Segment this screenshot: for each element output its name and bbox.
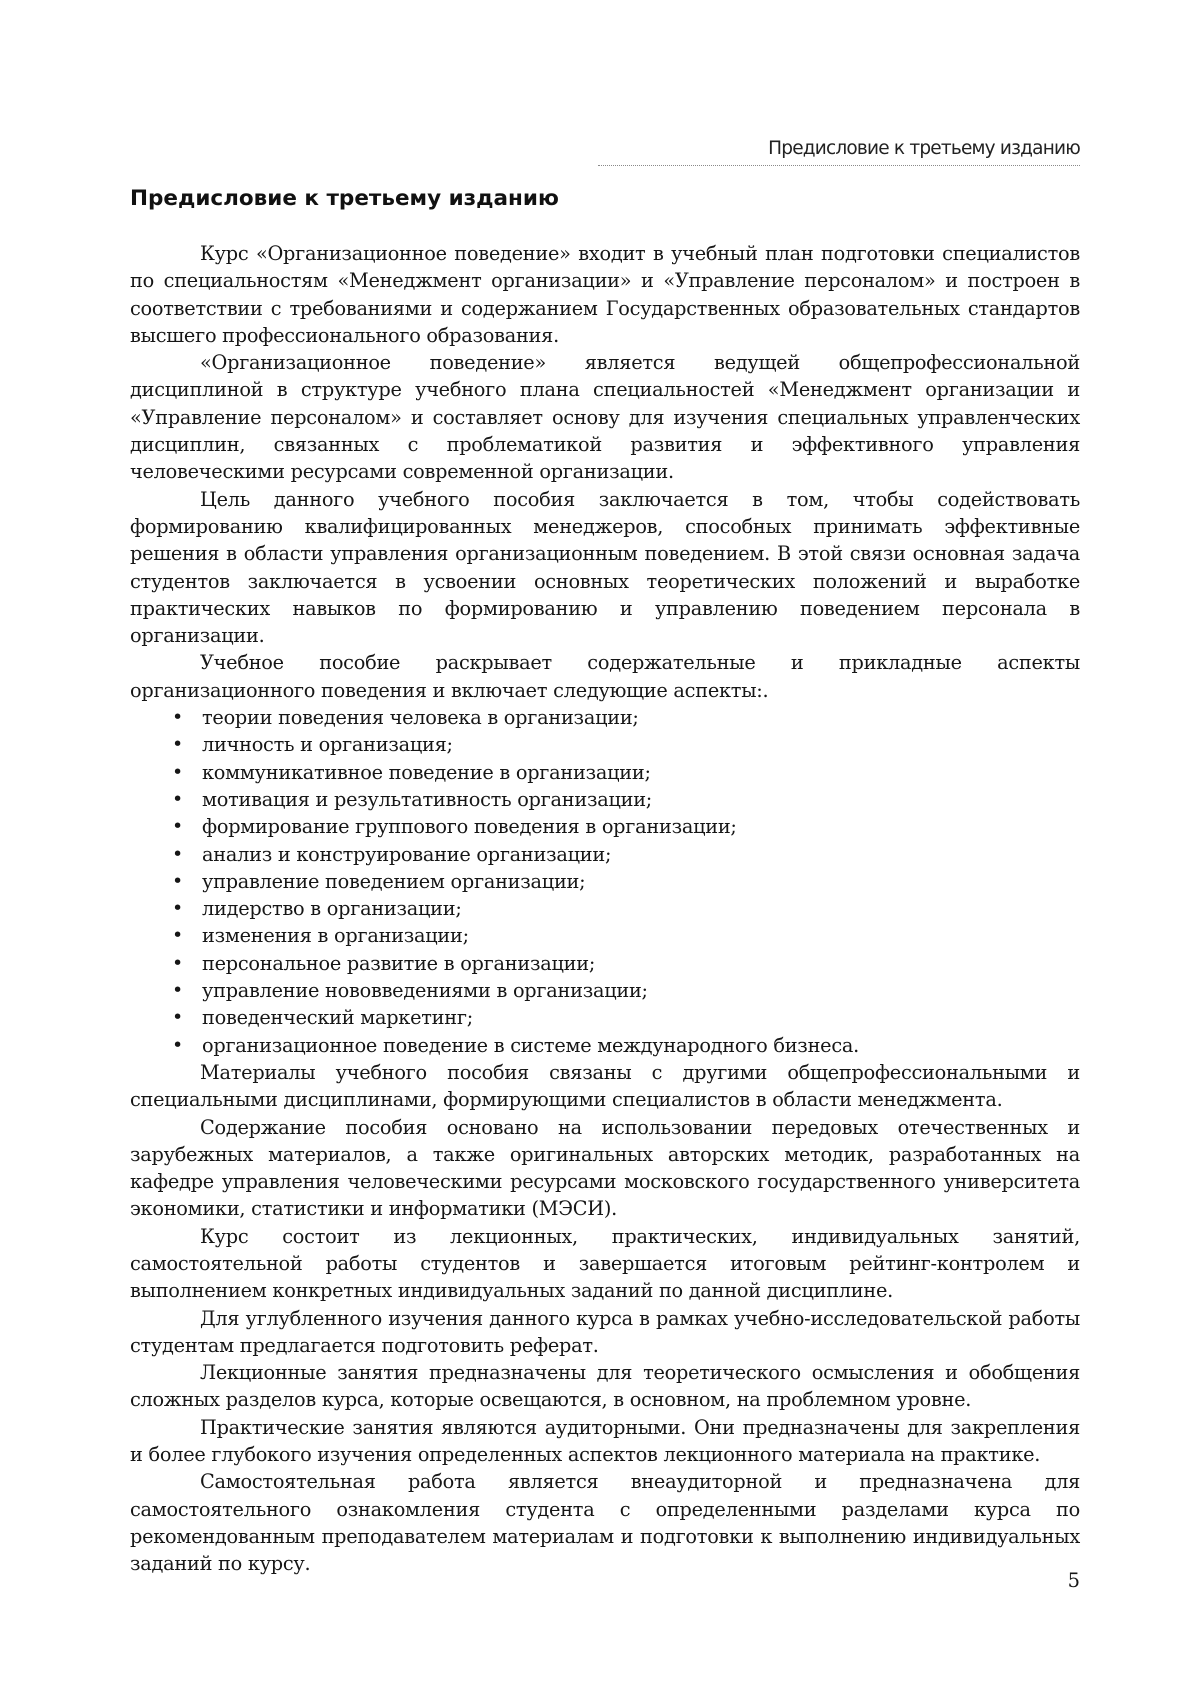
list-item-text: персональное развитие в организации;	[202, 951, 596, 975]
paragraph: Самостоятельная работа является внеаудиторной и предназначена для самостоятельного ознакомления студента с определенными разделами курса по рекомендованным преподавателем материалам и подготовки к выполнению индивидуальных заданий по курсу.	[130, 1470, 1080, 1576]
bullet-icon: •	[172, 1006, 183, 1029]
list-item	[130, 868, 1080, 895]
paragraph: Материалы учебного пособия связаны с другими общепрофессиональными и специальными дисциплинами, формирующими специалистов в области менеджмента.	[130, 1060, 1080, 1112]
list-item	[130, 922, 1080, 949]
page-number: 5	[1067, 1569, 1080, 1592]
bullet-icon: •	[172, 815, 183, 838]
running-header: Предисловие к третьему изданию	[598, 136, 1080, 166]
list-item-text: формирование группового поведения в организации;	[202, 815, 737, 839]
list-item-text: организационное поведение в системе международного бизнеса.	[202, 1033, 860, 1057]
list-item	[130, 813, 1080, 840]
paragraph: Лекционные занятия предназначены для теоретического осмысления и обобщения сложных разделов курса, которые освещаются, в основном, на проблемном уровне.	[130, 1361, 1080, 1412]
list-item-text: теории поведения человека в организации;	[202, 706, 639, 730]
bullet-icon: •	[172, 897, 183, 920]
list-item	[130, 841, 1080, 868]
list-item-text: изменения в организации;	[202, 924, 469, 948]
paragraph: Для углубленного изучения данного курса в рамках учебно-исследовательской работы студентам предлагается подготовить реферат.	[130, 1306, 1080, 1357]
bullet-icon: •	[172, 733, 183, 756]
list-item-text: поведенческий маркетинг;	[202, 1006, 473, 1030]
bullet-icon: •	[172, 979, 183, 1002]
bullet-icon: •	[172, 951, 183, 974]
list-item-text: коммуникативное поведение в организации;	[202, 760, 651, 784]
paragraph: Курс «Организационное поведение» входит в учебный план подготовки специалистов по специальностям «Менеджмент организации» и «Управление персоналом» и построен в соответствии с требованиями и содержанием Государственных образовательных стандартов высшего профессионального образования.	[130, 242, 1080, 347]
list-item	[130, 759, 1080, 786]
paragraph: Цель данного учебного пособия заключается в том, чтобы содействовать формированию квалифицированных менеджеров, способных принимать эффективные решения в области управления организационным поведением. В этой связи основная задача студентов заключается в усвоении основных теоретических положений и выработке практических навыков по формированию и управлению поведением персонала в организации.	[130, 487, 1080, 648]
paragraph: Практические занятия являются аудиторными. Они предназначены для закрепления и более глубокого изучения определенных аспектов лекционного материала на практике.	[130, 1415, 1080, 1467]
paragraph: «Организационное поведение» является ведущей общепрофессиональной дисциплиной в структуре учебного плана специальностей «Менеджмент организации и «Управление персоналом» и составляет основу для изучения специальных управленческих дисциплин, связанных с проблематикой развития и эффективного управления человеческими ресурсами современной организации.	[130, 351, 1080, 484]
bullet-icon: •	[172, 706, 183, 729]
list-item-text: управление поведением организации;	[202, 869, 586, 893]
bullet-icon: •	[172, 1033, 183, 1056]
paragraph: Курс состоит из лекционных, практических, индивидуальных занятий, самостоятельной работы студентов и завершается итоговым рейтинг-контролем и выполнением конкретных индивидуальных заданий по данной дисциплине.	[130, 1224, 1080, 1303]
list-item	[130, 786, 1080, 813]
list-item	[130, 895, 1080, 922]
list-item	[130, 731, 1080, 758]
paragraph: Содержание пособия основано на использовании передовых отечественных и зарубежных материалов, а также оригинальных авторских методик, разработанных на кафедре управления человеческими ресурсами московского государственного университета экономики, статистики и информатики (МЭСИ).	[130, 1115, 1080, 1221]
list-item-text: мотивация и результативность организации;	[202, 787, 653, 811]
list-item	[130, 977, 1080, 1004]
list-item	[130, 704, 1080, 731]
paragraph: Учебное пособие раскрывает содержательные и прикладные аспекты организационного поведения и включает следующие аспекты:.	[130, 651, 1080, 702]
list-item-text: личность и организация;	[202, 733, 453, 757]
aspects-list	[130, 704, 1080, 1059]
bullet-icon: •	[172, 924, 183, 947]
bullet-icon: •	[172, 869, 183, 892]
list-item	[130, 1032, 1080, 1059]
section-title: Предисловие к третьему изданию	[130, 186, 559, 211]
list-item-text: управление нововведениями в организации;	[202, 979, 648, 1003]
body-text	[130, 240, 1080, 1578]
list-item-text: лидерство в организации;	[202, 897, 462, 921]
list-item	[130, 950, 1080, 977]
bullet-icon: •	[172, 760, 183, 783]
bullet-icon: •	[172, 787, 183, 810]
list-item-text: анализ и конструирование организации;	[202, 842, 612, 866]
bullet-icon: •	[172, 842, 183, 865]
list-item	[130, 1004, 1080, 1031]
